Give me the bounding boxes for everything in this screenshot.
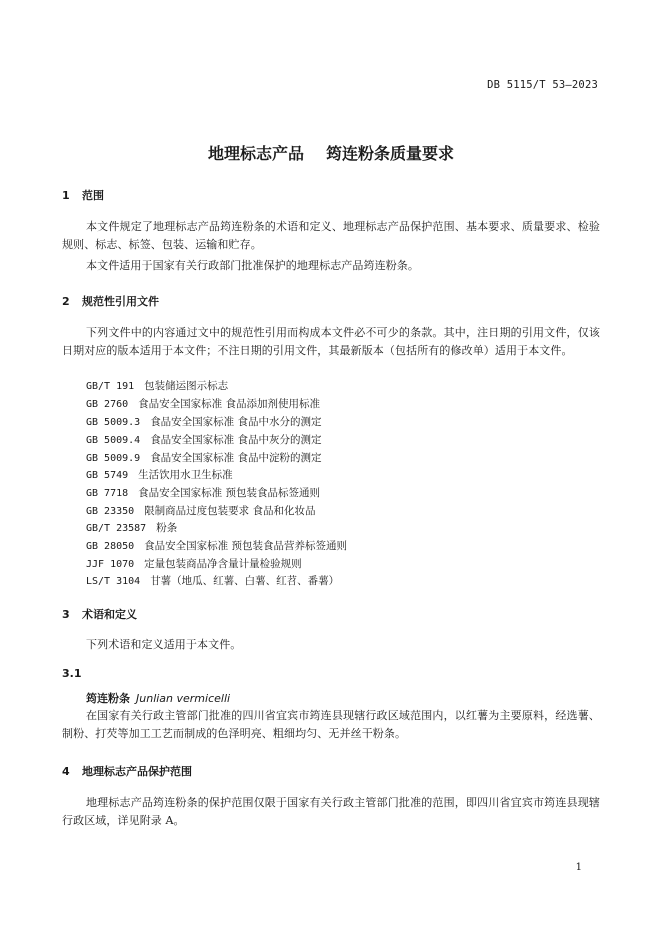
section-number: 3	[62, 608, 70, 621]
document-title	[0, 141, 662, 164]
reference-title: 定量包装商品净含量计量检验规则	[144, 558, 302, 570]
reference-item	[86, 519, 177, 538]
section-title: 术语和定义	[82, 608, 137, 621]
reference-code: GB 5009.3	[86, 417, 141, 428]
reference-item	[86, 395, 320, 414]
reference-code: GB 2760	[86, 399, 129, 410]
section-1-paragraph-2: 本文件适用于国家有关行政部门批准保护的地理标志产品筠连粉条。	[86, 259, 419, 272]
section-title: 地理标志产品保护范围	[82, 765, 192, 778]
section-4-heading	[62, 763, 192, 779]
term-definition: 在国家有关行政主管部门批准的四川省宜宾市筠连县现辖行政区域范围内，以红薯为主要原料，经选薯、制粉、打芡等加工工艺而制成的色泽明亮、粗细均匀、无并丝干粉条。	[62, 709, 600, 740]
reference-title: 食品安全国家标准 食品添加剂使用标准	[138, 398, 320, 410]
reference-title: 食品安全国家标准 食品中淀粉的测定	[150, 452, 322, 464]
reference-title: 生活饮用水卫生标准	[138, 469, 233, 481]
reference-item	[86, 413, 322, 432]
title-part-1: 地理标志产品	[207, 144, 304, 163]
term-english: Junlian vermicelli	[136, 692, 231, 705]
reference-title: 食品安全国家标准 预包装食品营养标签通则	[144, 540, 348, 552]
reference-title: 食品安全国家标准 预包装食品标签通则	[138, 487, 320, 499]
document-code: DB 5115/T 53—2023	[487, 79, 598, 91]
reference-item	[86, 377, 228, 396]
reference-code: LS/T 3104	[86, 576, 141, 587]
reference-item	[86, 466, 233, 485]
reference-item	[86, 484, 320, 503]
section-2-intro: 下列文件中的内容通过文中的规范性引用而构成本文件必不可少的条款。其中，注日期的引用文件，仅该日期对应的版本适用于本文件；不注日期的引用文件，其最新版本（包括所有的修改单）适用于本文件。	[62, 326, 600, 357]
term-chinese: 筠连粉条	[86, 692, 130, 705]
reference-title: 限制商品过度包装要求 食品和化妆品	[144, 505, 316, 517]
section-number: 1	[62, 189, 70, 202]
section-number: 4	[62, 765, 70, 778]
reference-code: GB 23350	[86, 506, 135, 517]
reference-title: 甘薯（地瓜、红薯、白薯、红苕、番薯）	[150, 575, 340, 587]
reference-title: 包装储运图示标志	[144, 380, 229, 392]
reference-title: 食品安全国家标准 食品中灰分的测定	[150, 434, 322, 446]
section-1-paragraph-1: 本文件规定了地理标志产品筠连粉条的术语和定义、地理标志产品保护范围、基本要求、质量要求、检验规则、标志、标签、包装、运输和贮存。	[62, 220, 600, 251]
reference-code: GB 28050	[86, 541, 135, 552]
section-number: 2	[62, 295, 70, 308]
section-1-heading	[62, 187, 104, 203]
section-3-heading	[62, 606, 137, 622]
section-4-paragraph-1: 地理标志产品筠连粉条的保护范围仅限于国家有关行政主管部门批准的范围，即四川省宜宾市筠连县现辖行政区域，详见附录 A。	[62, 796, 600, 827]
reference-item	[86, 537, 347, 556]
section-title: 范围	[82, 189, 104, 202]
reference-code: GB 7718	[86, 488, 129, 499]
section-title: 规范性引用文件	[82, 295, 159, 308]
section-3-intro: 下列术语和定义适用于本文件。	[86, 638, 242, 651]
title-part-2: 筠连粉条质量要求	[326, 144, 455, 163]
reference-item	[86, 431, 322, 450]
term-entry	[86, 690, 230, 706]
reference-code: JJF 1070	[86, 559, 135, 570]
reference-code: GB 5749	[86, 470, 129, 481]
reference-title: 粉条	[156, 522, 178, 534]
term-number: 3.1	[62, 667, 82, 680]
section-2-heading	[62, 293, 159, 309]
reference-title: 食品安全国家标准 食品中水分的测定	[150, 416, 322, 428]
reference-code: GB/T 191	[86, 381, 135, 392]
reference-code: GB 5009.9	[86, 453, 141, 464]
page-number: 1	[575, 862, 582, 873]
reference-code: GB/T 23587	[86, 523, 147, 534]
reference-item	[86, 572, 339, 591]
reference-code: GB 5009.4	[86, 435, 141, 446]
